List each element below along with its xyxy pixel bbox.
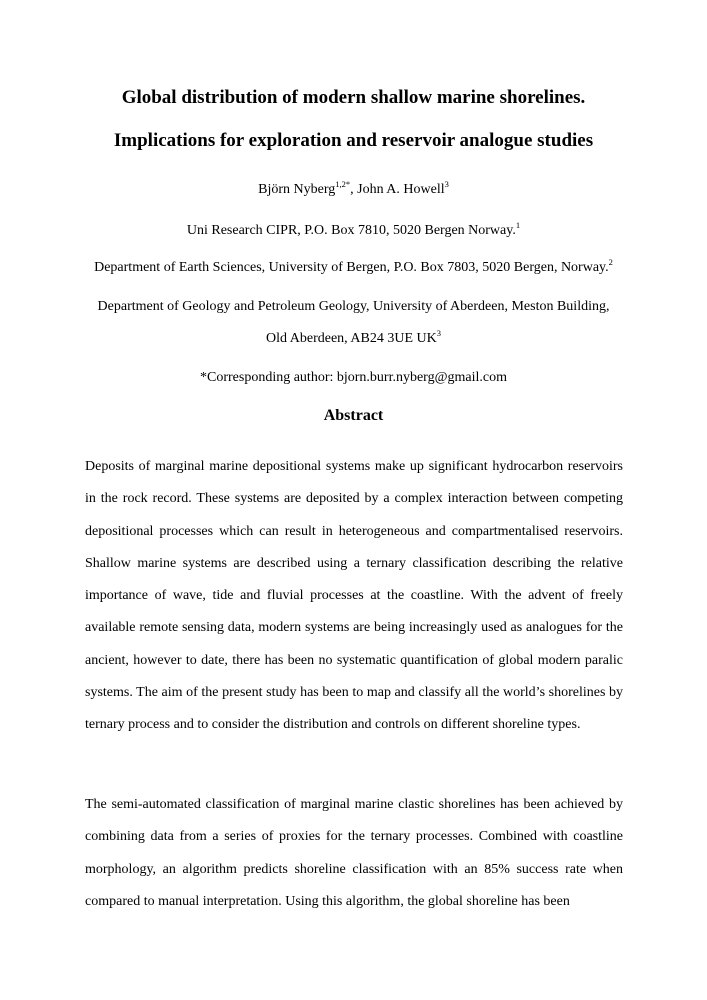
author-separator: ,: [350, 182, 358, 197]
affiliation-text: Old Aberdeen, AB24 3UE UK: [266, 331, 437, 346]
affiliation-3-line-2: [0, 330, 707, 348]
affiliation-marker: 1: [515, 220, 521, 230]
abstract-paragraph-1: Deposits of marginal marine depositional systems make up significant hydrocarbon reservoirs in the rock record. These systems are deposited by a complex interaction between competing depositional processes which can result in heterogeneous and compartmentalised reservoirs. Shallow marine systems are described using a ternary classification describing the relative importance of wave, tide and fluvial processes at the coastline. With the advent of freely available remote sensing data, modern systems are being increasingly used as analogues for the ancient, however to date, there has been no systematic quantification of global modern paralic systems. The aim of the present study has been to map and classify all the world’s shorelines by ternary process and to consider the distribution and controls on different shoreline types.: [85, 459, 623, 733]
affiliation-marker: 2: [608, 257, 613, 267]
corresponding-author: *Corresponding author: bjorn.burr.nyberg@gmail.com: [200, 370, 507, 385]
author-list: [0, 181, 707, 199]
affiliation-3-line-1: Department of Geology and Petroleum Geology, University of Aberdeen, Meston Building,: [97, 299, 610, 314]
author-name: Björn Nyberg: [258, 182, 336, 197]
affiliation-text: Uni Research CIPR, P.O. Box 7810, 5020 Bergen Norway.: [186, 223, 516, 238]
abstract-heading: Abstract: [323, 407, 384, 424]
author-affiliation-marker: 1,2*: [335, 179, 351, 189]
paper-title-line-1: Global distribution of modern shallow marine shorelines.: [121, 87, 586, 108]
author-name: John A. Howell: [357, 182, 445, 197]
affiliation-1: [0, 222, 707, 240]
affiliation-2: [0, 259, 707, 277]
abstract-paragraph-2: The semi-automated classification of marginal marine clastic shorelines has been achieved by combining data from a series of proxies for the ternary processes. Combined with coastline morphology, an algorithm predicts shoreline classification with an 85% success rate when compared to manual interpretation. Using this algorithm, the global shoreline has been: [85, 797, 623, 909]
affiliation-marker: 3: [436, 328, 441, 338]
author-affiliation-marker: 3: [444, 179, 449, 189]
paper-title-line-2: Implications for exploration and reservoir analogue studies: [113, 130, 594, 151]
affiliation-text: Department of Earth Sciences, University of Bergen, P.O. Box 7803, 5020 Bergen, Norway.: [94, 260, 609, 275]
